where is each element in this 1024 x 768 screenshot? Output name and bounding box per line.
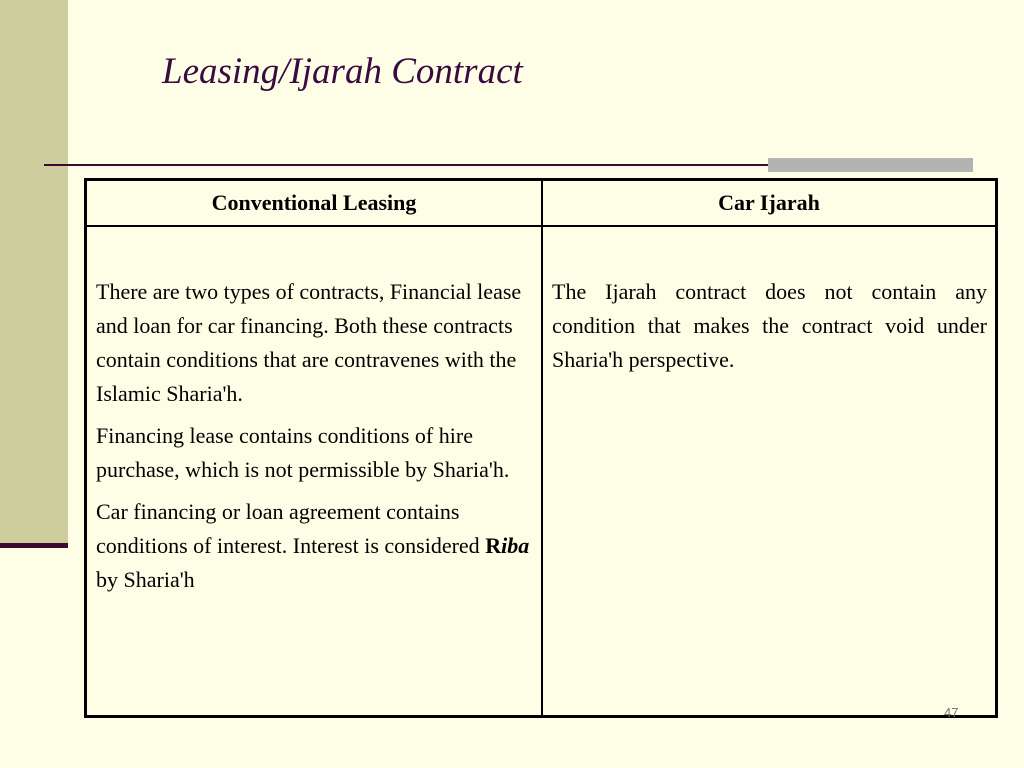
header-conventional-leasing: Conventional Leasing: [87, 181, 542, 226]
page-number: 47: [944, 705, 959, 720]
side-bar-decoration: [0, 0, 68, 544]
conventional-paragraph-3: [96, 495, 535, 597]
conventional-paragraph-3-lead: Car financing or loan agreement contains conditions of interest. Interest is considered: [96, 499, 486, 558]
header-car-ijarah: Car Ijarah: [542, 181, 995, 226]
title-accent-block: [768, 158, 973, 172]
conventional-paragraph-1: There are two types of contracts, Financial lease and loan for car financing. Both these contracts contain conditions that are contravenes with the Islamic Sharia'h.: [96, 279, 522, 406]
car-ijarah-cell: [542, 226, 995, 715]
slide-title: Leasing/Ijarah Contract: [162, 51, 523, 92]
riba-term-initial: R: [485, 533, 502, 558]
conventional-paragraph-3-tail: by Sharia'h: [96, 567, 195, 592]
conventional-paragraph-2: Financing lease contains conditions of hire purchase, which is not permissible by Sharia'h.: [96, 423, 510, 482]
table-row: [87, 226, 995, 715]
table-header-row: [87, 181, 995, 226]
side-bar-accent-line: [0, 543, 68, 548]
comparison-table: [84, 178, 998, 718]
ijarah-paragraph-1: The Ijarah contract does not contain any condition that makes the contract void under Sharia'h perspective.: [552, 279, 987, 372]
conventional-leasing-cell: [87, 226, 542, 715]
riba-term-rest: iba: [501, 533, 530, 558]
